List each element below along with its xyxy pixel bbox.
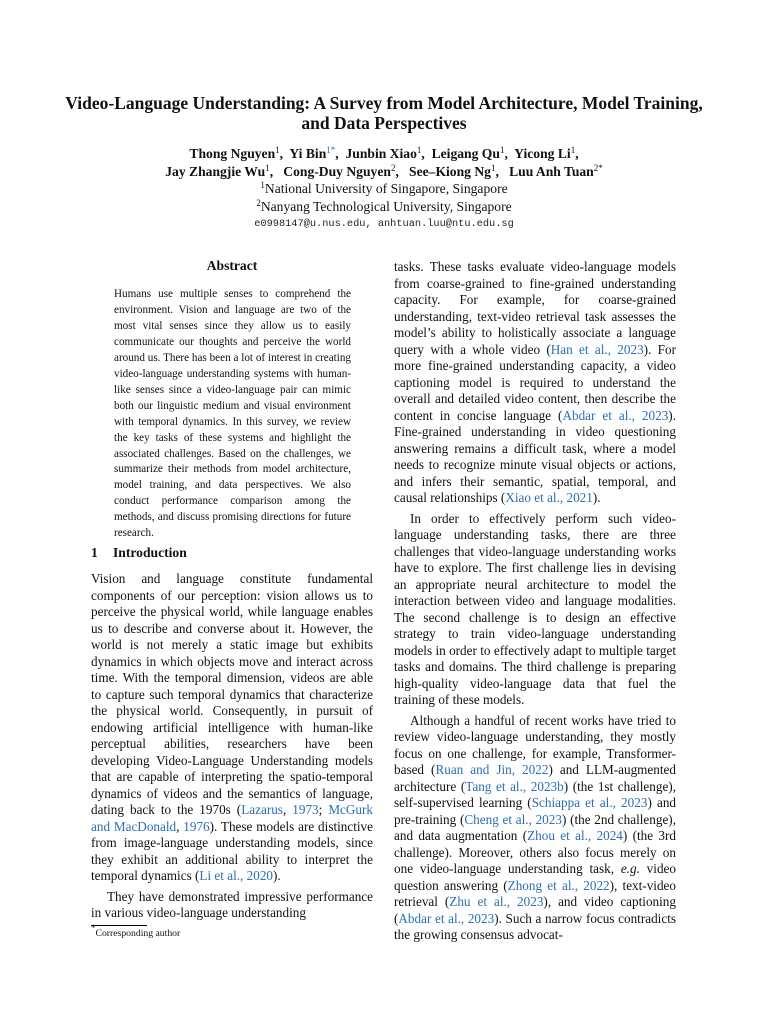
abstract-text: Humans use multiple senses to comprehend the environment. Vision and language are two of the most vital senses since they allow us to easily communicate our thoughts and perceive the world around us. There has been a lot of interest in creating video-language understanding systems with human-like senses since a video-language pair can mimic both our linguistic medium and visual environment with temporal dynamics. In this survey, we review the key tasks of these systems and highlight the associated challenges. Based on the challenges, we summarize their methods from model architecture, model training, and data perspectives. We also conduct performance comparison among the methods, and discuss promising directions for future research. [114,288,351,540]
citation-link[interactable]: Schiappa et al., 2023 [531,795,648,810]
paragraph: tasks. These tasks evaluate video-language models from coarse-grained to fine-grained understanding capacity. For example, for coarse-grained understanding, text-video retrieval task assesses the model’s ability to holistically associate a language query with a whole video (Han et al., 2023). For more fine-grained understanding capacity, a video captioning model is required to understand the overall and detailed video content, then describe the content in concise language (Abdar et al., 2023). Fine-grained understanding in video questioning answering remains a difficult task, where a model needs to recognize minute visual objects or actions, and infers their semantic, spatial, temporal, and causal relationships (Xiao et al., 2021). [394,259,676,505]
left-column [91,571,373,922]
author: Junbin Xiao$^1$ [345,145,422,161]
citation-link[interactable]: Zhu et al., 2023 [449,894,544,909]
citation-link[interactable]: 1976 [183,818,210,834]
author: Jay Zhangjie Wu$^1$ [165,163,270,179]
citation-link[interactable]: Tang et al., 2023b [465,778,564,794]
paper-title: Video-Language Understanding: A Survey from Model Architecture, Model Training, and Data Perspectives [65,93,703,133]
author: Thong Nguyen$^1$ [189,145,280,161]
author: Yicong Li$^1$ [514,145,576,161]
paragraph: They have demonstrated impressive performance in various video-language understanding [91,888,373,920]
right-column [394,259,676,944]
citation-link[interactable]: Cheng et al., 2023 [464,811,562,827]
author: Luu Anh Tuan$^{2*}$ [509,163,603,179]
paragraph: In order to effectively perform such video-language understanding tasks, there are three challenges that video-language understanding works have to explore. The first challenge lies in devising an appropriate neural architecture to model the interaction between video and language modalities. The second challenge is to design an effective strategy to train video-language understanding models in order to effectively adapt to multiple target tasks and domains. The third challenge is preparing high-quality video-language data that fuel the training of these models. [394,510,676,707]
citation-link[interactable]: Abdar et al., 2023 [398,910,495,926]
affiliation: $^1$National University of Singapore, Singapore [260,180,508,196]
author: Cong-Duy Nguyen$^2$ [283,163,396,179]
affiliation: $^2$Nanyang Technological University, Singapore [256,198,512,214]
section-heading: 1 Introduction [91,545,187,560]
author: See–Kiong Ng$^1$ [409,163,496,179]
footnote-rule [91,925,147,926]
author: Yi Bin$^{1*}$ [289,145,336,161]
abstract-heading: Abstract [206,258,258,273]
citation-link[interactable]: McGurk and MacDonald [91,802,373,834]
citation-link[interactable]: Abdar et al., 2023 [562,407,669,423]
paragraph: Vision and language constitute fundamental components of our perception: vision allows us to perceive the physical world, while language enables us to describe and converse about it. However, the world is not merely a static image but exhibits dynamics in which objects move and interact across time. With the temporal dimension, videos are able to capture such temporal dynamics that characterize the physical world. Consequently, in pursuit of endowing artificial intelligence with human-like perceptual abilities, researchers have been developing Video-Language Understanding models that are capable of interpreting the spatio-temporal dynamics of videos and the semantics of language, dating back to the 1970s (Lazarus, 1973; McGurk and MacDonald, 1976). These models are distinctive from image-language understanding models, since they exhibit an additional ability to interpret the temporal dynamics (Li et al., 2020). [91,571,373,883]
citation-link[interactable]: Ruan and Jin, 2022 [435,762,549,777]
paragraph: Although a handful of recent works have tried to review video-language understanding, they mostly focus on one challenge, for example, Transformer-based (Ruan and Jin, 2022) and LLM-augmented architecture (Tang et al., 2023b) (the 1st challenge), self-supervised learning (Schiappa et al., 2023) and pre-training (Cheng et al., 2023) (the 2nd challenge), and data augmentation (Zhou et al., 2024) (the 3rd challenge). Moreover, others also focus merely on one video-language understanding task, e.g. video question answering (Zhong et al., 2022), text-video retrieval (Zhu et al., 2023), and video captioning (Abdar et al., 2023). Such a narrow focus contradicts the growing consensus advocat- [394,712,677,942]
citation-link[interactable]: Zhou et al., 2024 [527,828,623,843]
citation-link[interactable]: Lazarus [241,802,283,817]
citation-link[interactable]: Li et al., 2020 [199,868,274,883]
author: Leigang Qu$^1$ [431,145,505,161]
footnote: *Corresponding author [91,923,181,939]
affiliations [40,180,728,216]
author-list: Thong Nguyen$^1$, Yi Bin$^{1*}$, Junbin Xiao$^1$, Leigang Qu$^1$, Yicong Li$^1$, Jay Zhangjie Wu$^1$, Cong-Duy Nguyen$^2$, See–Kiong Ng$^1$, Luu Anh Tuan$^{2*}$ [165,145,603,179]
citation-link[interactable]: Zhong et al., 2022 [507,877,610,893]
author-emails: e0998147@u.nus.edu, anhtuan.luu@ntu.edu.sg [254,218,514,230]
citation-link[interactable]: Han et al., 2023 [550,341,644,357]
citation-link[interactable]: Xiao et al., 2021 [505,490,593,505]
citation-link[interactable]: 1973 [292,802,319,817]
